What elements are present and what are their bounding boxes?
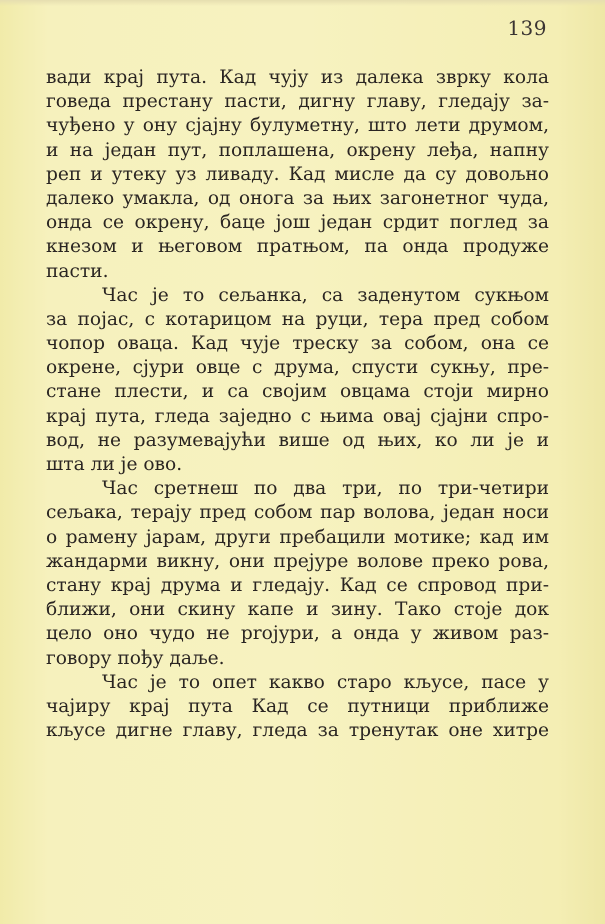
text-line: цело оно чудо не projури, а онда у живом раз- (46, 623, 549, 645)
text-line: окрене, сјури овце с друма, спусти сукњу, пре- (46, 357, 549, 379)
text-line: Час је то опет какво старо кљусе, пасе у (102, 671, 549, 693)
text-line: чопор оваца. Кад чује треску за собом, она се (46, 333, 549, 355)
text-line: о рамену јарам, други пребацили мотике; кад им (46, 526, 549, 548)
text-line: стане плести, и са својим овцама стоји мирно (46, 381, 549, 403)
text-line: говору пођу даље. (46, 647, 225, 669)
text-line: реп и утеку уз ливаду. Кад мисле да су довољно (46, 163, 549, 185)
page-top-edge (0, 0, 605, 6)
text-line: далеко умакла, од онога за њих загонетног чуда, (46, 187, 549, 209)
text-line: вади крај пута. Кад чују из далека зврку кола (46, 67, 549, 88)
text-line: Час сретнеш по два три, по три-четири (102, 478, 549, 500)
text-line: кљусе дигне главу, гледа за тренутак оне хитре (46, 720, 549, 742)
text-line: за појас, с котарицом на руци, тера пред собом (46, 308, 549, 330)
text-line: крај пута, гледа заједно с њима овај сјајни спро- (46, 405, 549, 427)
text-line: сељака, терају пред собом пар волова, један носи (46, 502, 549, 524)
page-number: 139 (507, 16, 547, 40)
text-line: говеда престану пасти, дигну главу, гледају за- (46, 91, 549, 113)
text-line: ближи, они скину капе и зину. Тако стоје док (46, 599, 549, 621)
text-line: и на један пут, поплашена, окрену леђа, напну (46, 139, 549, 161)
text-line: вод, не разумевајући више од њих, ко ли је и (46, 429, 549, 451)
text-line: Час је то сељанка, са заденутом сукњом (102, 284, 549, 306)
text-line: чуђено у ону сјајну булуметну, што лети друмом, (46, 115, 549, 137)
text-line: жандарми викну, они прејуре волове преко рова, (46, 550, 549, 572)
text-line: чајиру крај пута Кад се путници приближе (46, 695, 549, 717)
text-line: онда се окрену, баце још један срдит поглед за (46, 212, 549, 234)
body-text (46, 66, 549, 743)
text-line: стану крај друма и гледају. Кад се спровод при- (46, 574, 549, 596)
text-line: кнезом и његовом пратњом, па онда продуже (46, 236, 549, 258)
text-line: пасти. (46, 260, 109, 282)
text-line: шта ли је ово. (46, 454, 183, 475)
